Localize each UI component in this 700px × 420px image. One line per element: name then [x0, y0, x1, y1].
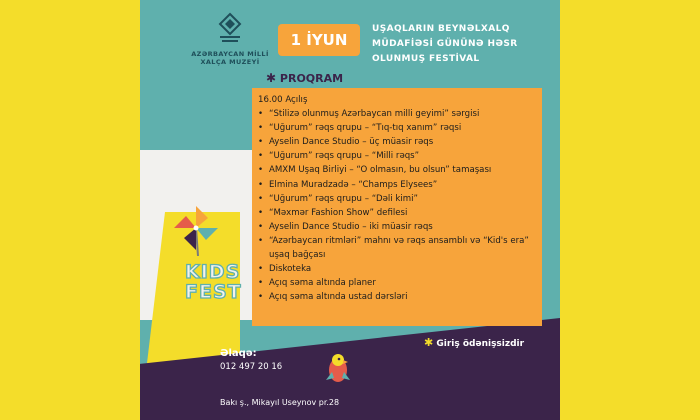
entry-note: ✱ Giriş ödənişsizdir — [424, 336, 525, 349]
kids-fest-line-1: KIDS — [185, 261, 241, 283]
program-title: PROQRAM — [279, 72, 344, 85]
contact-address: Bakı ş., Mikayıl Useynov pr.28 — [220, 398, 340, 407]
contact-label: Əlaqə: — [220, 348, 257, 359]
contact-block — [220, 348, 282, 372]
program-item: 16.00 Açılış — [258, 95, 308, 105]
program-heading — [266, 71, 343, 85]
program-item: • AMXM Uşaq Birliyi – “O olmasın, bu olsun” tamaşası — [258, 165, 492, 176]
headline-line-3: OLUNMUŞ FESTİVAL — [372, 54, 480, 64]
museum-logo — [180, 12, 280, 66]
pinwheel-icon — [168, 200, 224, 256]
festival-headline — [372, 22, 560, 67]
asterisk-icon: ✱ — [266, 71, 277, 85]
program-item: • “Uğurum” rəqs qrupu – “Tıq-tıq xanım” rəqsi — [258, 123, 462, 134]
date-badge: 1 İYUN — [278, 24, 360, 56]
program-item: • Ayselin Dance Studio – üç müasir rəqs — [258, 137, 434, 148]
program-item: • Açıq səma altında ustad dərsləri — [258, 292, 408, 303]
kids-fest-line-2: FEST — [185, 281, 242, 303]
contact-phone: 012 497 20 16 — [220, 362, 283, 372]
logo-line-2: XALÇA MUZEYİ — [200, 58, 260, 66]
logo-line-1: AZƏRBAYCAN MİLLİ — [191, 50, 269, 58]
program-item: • Elmina Muradzadə – “Champs Elysees” — [258, 179, 438, 190]
carpet-museum-logo-icon — [216, 12, 244, 44]
program-item: • “Stilizə olunmuş Azərbaycan milli geyimi” sərgisi — [258, 109, 480, 120]
program-item: • Açıq səma altında planer — [258, 278, 376, 289]
program-item: • Diskoteka — [258, 264, 312, 275]
program-item: • “Azərbaycan ritmləri” mahnı və rəqs ansamblı və “Kid's era” uşaq bağçası — [258, 235, 529, 261]
program-list — [258, 93, 534, 304]
program-item: • Ayselin Dance Studio – iki müasir rəqs — [258, 221, 433, 232]
kids-fest-logo — [185, 262, 242, 302]
program-item: • “Məxmər Fashion Show” defilesi — [258, 207, 408, 218]
headline-line-2: MÜDAFİƏSİ GÜNÜNƏ HƏSR — [372, 39, 518, 49]
festival-poster — [140, 0, 560, 420]
asterisk-icon: ✱ — [424, 336, 434, 349]
headline-line-1: UŞAQLARIN BEYNƏLXALQ — [372, 24, 510, 34]
program-panel — [252, 88, 542, 326]
parrot-icon — [320, 350, 356, 388]
program-item: • “Uğurum” rəqs qrupu – “Dəli kimi” — [258, 193, 418, 204]
program-item: • “Uğurum” rəqs qrupu – “Milli rəqs” — [258, 151, 420, 162]
